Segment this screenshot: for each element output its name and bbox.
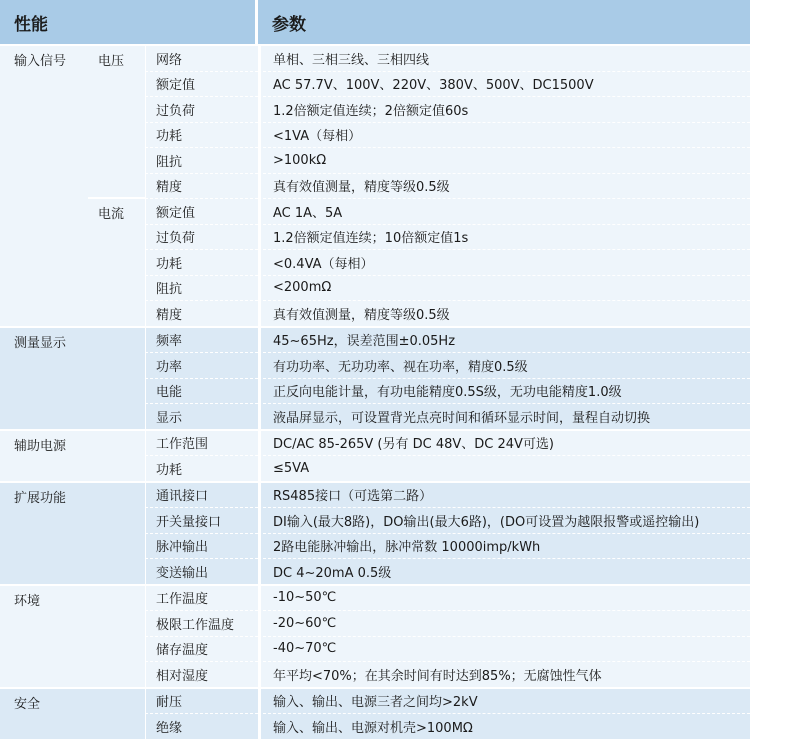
- spec-value: -20~60℃: [258, 611, 750, 637]
- spec-name: 绝缘: [145, 714, 258, 741]
- spec-name: 过负荷: [145, 97, 258, 123]
- table-row: [0, 483, 750, 509]
- spec-name: 显示: [145, 404, 258, 431]
- spec-name: 功耗: [145, 250, 258, 276]
- category-label: 环境: [0, 586, 88, 689]
- spec-value: ≤5VA: [258, 456, 750, 483]
- spec-value: 真有效值测量，精度等级0.5级: [258, 174, 750, 200]
- spec-value: <200mΩ: [258, 276, 750, 302]
- subcategory-label: [88, 431, 145, 483]
- spec-name: 开关量接口: [145, 508, 258, 534]
- spec-value: DC 4~20mA 0.5级: [258, 559, 750, 586]
- spec-name: 储存温度: [145, 637, 258, 663]
- spec-name: 网络: [145, 46, 258, 72]
- table-row: [0, 431, 750, 457]
- header-parameters: 参数: [258, 0, 750, 46]
- spec-name: 功率: [145, 353, 258, 379]
- spec-name: 耐压: [145, 689, 258, 715]
- spec-name: 工作范围: [145, 431, 258, 457]
- spec-name: 极限工作温度: [145, 611, 258, 637]
- spec-value: 2路电能脉冲输出，脉冲常数 10000imp/kWh: [258, 534, 750, 560]
- spec-name: 脉冲输出: [145, 534, 258, 560]
- spec-value: -10~50℃: [258, 586, 750, 612]
- table-row: [0, 199, 750, 225]
- spec-name: 过负荷: [145, 225, 258, 251]
- spec-name: 工作温度: [145, 586, 258, 612]
- spec-value: RS485接口（可选第二路）: [258, 483, 750, 509]
- spec-value: 单相、三相三线、三相四线: [258, 46, 750, 72]
- spec-value: 年平均<70%；在其余时间有时达到85%；无腐蚀性气体: [258, 662, 750, 689]
- spec-value: 输入、输出、电源对机壳>100MΩ: [258, 714, 750, 741]
- spec-name: 功耗: [145, 456, 258, 483]
- spec-value: DI输入(最大8路)，DO输出(最大6路)，(DO可设置为越限报警或遥控输出): [258, 508, 750, 534]
- spec-value: 有功功率、无功功率、视在功率，精度0.5级: [258, 353, 750, 379]
- category-label: 测量显示: [0, 328, 88, 431]
- spec-value: <1VA（每相）: [258, 123, 750, 149]
- spec-value: 真有效值测量，精度等级0.5级: [258, 301, 750, 328]
- category-label: 扩展功能: [0, 483, 88, 586]
- spec-value: -40~70℃: [258, 637, 750, 663]
- spec-value: 1.2倍额定值连续；2倍额定值60s: [258, 97, 750, 123]
- subcategory-label: [88, 586, 145, 689]
- spec-name: 额定值: [145, 199, 258, 225]
- spec-name: 功耗: [145, 123, 258, 149]
- spec-name: 阻抗: [145, 276, 258, 302]
- category-label: 安全: [0, 689, 88, 741]
- table-row: [0, 46, 750, 72]
- table-row: [0, 586, 750, 612]
- spec-value: >100kΩ: [258, 148, 750, 174]
- category-label: 辅助电源: [0, 431, 88, 483]
- spec-value: 液晶屏显示，可设置背光点亮时间和循环显示时间，量程自动切换: [258, 404, 750, 431]
- spec-name: 相对湿度: [145, 662, 258, 689]
- subcategory-label: [88, 689, 145, 741]
- spec-name: 精度: [145, 301, 258, 328]
- category-label: 输入信号: [0, 46, 88, 328]
- spec-value: 45~65Hz，误差范围±0.05Hz: [258, 328, 750, 354]
- table-row: [0, 328, 750, 354]
- spec-name: 频率: [145, 328, 258, 354]
- spec-name: 电能: [145, 379, 258, 405]
- subcategory-label: [88, 328, 145, 431]
- table-header: [0, 0, 750, 46]
- subcategory-label: 电流: [88, 199, 145, 328]
- spec-name: 通讯接口: [145, 483, 258, 509]
- subcategory-label: [88, 483, 145, 586]
- spec-value: 1.2倍额定值连续；10倍额定值1s: [258, 225, 750, 251]
- spec-name: 额定值: [145, 72, 258, 98]
- spec-name: 变送输出: [145, 559, 258, 586]
- spec-body: [0, 46, 750, 741]
- spec-value: DC/AC 85-265V (另有 DC 48V、DC 24V可选): [258, 431, 750, 457]
- spec-value: AC 1A、5A: [258, 199, 750, 225]
- spec-value: 输入、输出、电源三者之间均>2kV: [258, 689, 750, 715]
- header-performance: 性能: [0, 0, 258, 46]
- spec-name: 阻抗: [145, 148, 258, 174]
- spec-value: AC 57.7V、100V、220V、380V、500V、DC1500V: [258, 72, 750, 98]
- spec-value: <0.4VA（每相）: [258, 250, 750, 276]
- spec-value: 正反向电能计量，有功电能精度0.5S级，无功电能精度1.0级: [258, 379, 750, 405]
- subcategory-label: 电压: [88, 46, 145, 199]
- table-row: [0, 689, 750, 715]
- spec-name: 精度: [145, 174, 258, 200]
